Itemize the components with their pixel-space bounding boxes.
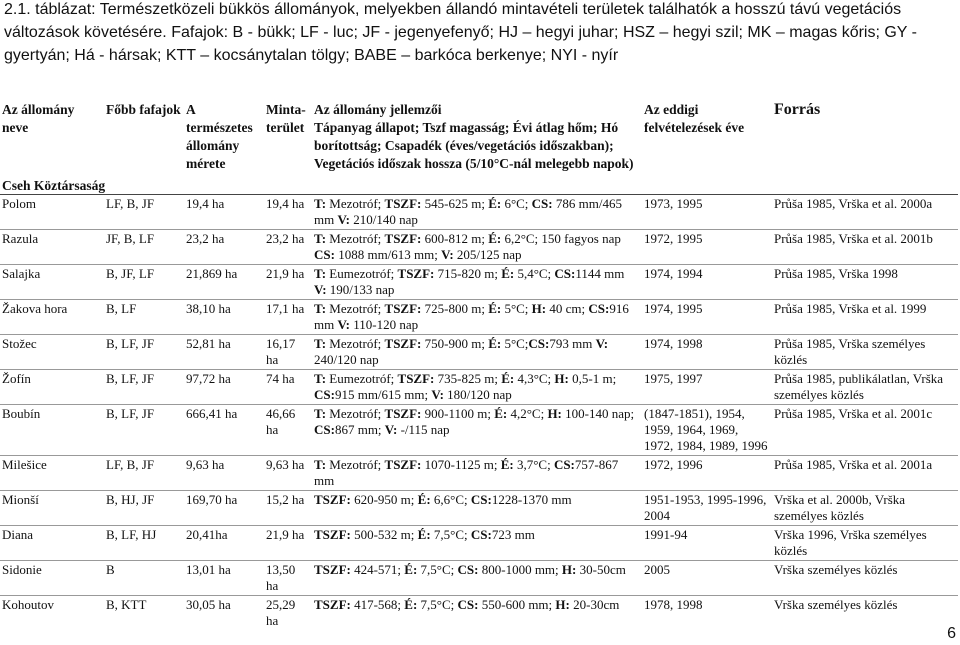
cell-species: B, LF, JF: [104, 335, 184, 370]
cell-plot: 23,2 ha: [264, 230, 312, 265]
cell-name: Stožec: [0, 335, 104, 370]
table-row: [0, 561, 958, 596]
cell-source: Vrška személyes közlés: [772, 596, 958, 631]
table-row: [0, 526, 958, 561]
cell-name: Boubín: [0, 405, 104, 456]
cell-plot: 25,29 ha: [264, 596, 312, 631]
cell-chars: TSZF: 620-950 m; É: 6,6°C; CS:1228-1370 mm: [312, 491, 642, 526]
cell-source: Průša 1985, publikálatlan, Vrška személyes közlés: [772, 370, 958, 405]
header-source: Forrás: [774, 101, 821, 118]
cell-species: B, LF: [104, 300, 184, 335]
cell-size: 30,05 ha: [184, 596, 264, 631]
cell-source: Průša 1985, Vrška et al. 2000a: [772, 195, 958, 230]
cell-size: 13,01 ha: [184, 561, 264, 596]
cell-source: Vrška személyes közlés: [772, 561, 958, 596]
cell-chars: T: Mezotróf; TSZF: 725-800 m; É: 5°C; H: 40 cm; CS:916 mm V: 110-120 nap: [312, 300, 642, 335]
cell-size: 20,41ha: [184, 526, 264, 561]
table-row: [0, 370, 958, 405]
cell-chars: TSZF: 424-571; É: 7,5°C; CS: 800-1000 mm; H: 30-50cm: [312, 561, 642, 596]
cell-plot: 19,4 ha: [264, 195, 312, 230]
table-header-row: [0, 101, 958, 173]
table-row: [0, 596, 958, 631]
cell-size: 21,869 ha: [184, 265, 264, 300]
cell-name: Žakova hora: [0, 300, 104, 335]
cell-years: 1972, 1995: [642, 230, 772, 265]
cell-chars: T: Eumezotróf; TSZF: 735-825 m; É: 4,3°C; H: 0,5-1 m; CS:915 mm/615 mm; V: 180/120 nap: [312, 370, 642, 405]
cell-plot: 17,1 ha: [264, 300, 312, 335]
cell-plot: 46,66 ha: [264, 405, 312, 456]
table-row: [0, 335, 958, 370]
cell-years: 1991-94: [642, 526, 772, 561]
cell-years: 1974, 1998: [642, 335, 772, 370]
cell-years: 1974, 1995: [642, 300, 772, 335]
cell-years: 1972, 1996: [642, 456, 772, 491]
cell-chars: T: Mezotróf; TSZF: 545-625 m; É: 6°C; CS: 786 mm/465 mm V: 210/140 nap: [312, 195, 642, 230]
cell-species: LF, B, JF: [104, 456, 184, 491]
header-stand-size: A természetes állomány mérete: [186, 102, 253, 171]
cell-name: Kohoutov: [0, 596, 104, 631]
header-name: Az állomány neve: [2, 102, 75, 135]
cell-source: Průša 1985, Vrška et al. 1999: [772, 300, 958, 335]
cell-name: Milešice: [0, 456, 104, 491]
cell-years: 1975, 1997: [642, 370, 772, 405]
cell-plot: 74 ha: [264, 370, 312, 405]
cell-size: 52,81 ha: [184, 335, 264, 370]
cell-source: Průša 1985, Vrška et al. 2001c: [772, 405, 958, 456]
header-years: Az eddigi felvételezések éve: [644, 102, 745, 135]
cell-size: 666,41 ha: [184, 405, 264, 456]
table-caption: 2.1. táblázat: Természetközeli bükkös állományok, melyekben állandó mintavételi területek találhatók a hosszú távú vegetációs változások követésére. Fafajok: B - bükk; LF - luc; JF - jegenyefenyő; HJ – hegyi juhar; HSZ – hegyi szil; MK – magas kőris; GY - gyertyán; Há - hársak; KTT – kocsánytalan tölgy; BABE – barkóca berkenye; NYI - nyír: [4, 1, 917, 64]
table-row: [0, 456, 958, 491]
cell-species: B: [104, 561, 184, 596]
table-row: [0, 300, 958, 335]
cell-chars: T: Mezotróf; TSZF: 750-900 m; É: 5°C;CS:793 mm V: 240/120 nap: [312, 335, 642, 370]
header-characteristics-title: Az állomány jellemzői: [314, 102, 442, 117]
cell-size: 38,10 ha: [184, 300, 264, 335]
cell-plot: 21,9 ha: [264, 526, 312, 561]
page-number: 6: [947, 625, 956, 642]
cell-size: 97,72 ha: [184, 370, 264, 405]
cell-source: Průša 1985, Vrška személyes közlés: [772, 335, 958, 370]
cell-chars: T: Eumezotróf; TSZF: 715-820 m; É: 5,4°C; CS:1144 mm V: 190/133 nap: [312, 265, 642, 300]
cell-name: Žofín: [0, 370, 104, 405]
table-row: [0, 405, 958, 456]
cell-source: Průša 1985, Vrška 1998: [772, 265, 958, 300]
cell-species: B, LF, JF: [104, 370, 184, 405]
forest-stands-table: [0, 101, 958, 630]
cell-size: 9,63 ha: [184, 456, 264, 491]
country-label: Cseh Köztársaság: [2, 178, 106, 193]
table-row: [0, 265, 958, 300]
cell-species: B, HJ, JF: [104, 491, 184, 526]
header-characteristics: [312, 101, 642, 173]
cell-plot: 15,2 ha: [264, 491, 312, 526]
country-row: [0, 173, 958, 195]
cell-years: 1978, 1998: [642, 596, 772, 631]
cell-chars: TSZF: 500-532 m; É: 7,5°C; CS:723 mm: [312, 526, 642, 561]
cell-name: Salajka: [0, 265, 104, 300]
cell-name: Polom: [0, 195, 104, 230]
cell-species: B, LF, HJ: [104, 526, 184, 561]
cell-years: 1973, 1995: [642, 195, 772, 230]
header-plot-area: Minta-terület: [266, 102, 306, 135]
cell-chars: TSZF: 417-568; É: 7,5°C; CS: 550-600 mm; H: 20-30cm: [312, 596, 642, 631]
cell-name: Mionší: [0, 491, 104, 526]
cell-chars: T: Mezotróf; TSZF: 600-812 m; É: 6,2°C; 150 fagyos nap CS: 1088 mm/613 mm; V: 205/125 nap: [312, 230, 642, 265]
cell-years: 1974, 1994: [642, 265, 772, 300]
cell-plot: 21,9 ha: [264, 265, 312, 300]
cell-name: Diana: [0, 526, 104, 561]
cell-source: Vrška 1996, Vrška személyes közlés: [772, 526, 958, 561]
header-characteristics-detail: Tápanyag állapot; Tszf magasság; Évi átlag hőm; Hó borítottság; Csapadék (éves/vegetációs időszakban); Vegetációs időszak hossza (5/10°C-nál melegebb napok): [314, 120, 634, 171]
cell-name: Sidonie: [0, 561, 104, 596]
cell-source: Průša 1985, Vrška et al. 2001a: [772, 456, 958, 491]
cell-chars: T: Mezotróf; TSZF: 1070-1125 m; É: 3,7°C; CS:757-867 mm: [312, 456, 642, 491]
cell-size: 169,70 ha: [184, 491, 264, 526]
cell-source: Průša 1985, Vrška et al. 2001b: [772, 230, 958, 265]
cell-species: LF, B, JF: [104, 195, 184, 230]
cell-size: 23,2 ha: [184, 230, 264, 265]
cell-plot: 13,50 ha: [264, 561, 312, 596]
cell-species: B, LF, JF: [104, 405, 184, 456]
cell-source: Vrška et al. 2000b, Vrška személyes közlés: [772, 491, 958, 526]
cell-species: JF, B, LF: [104, 230, 184, 265]
table-row: [0, 491, 958, 526]
cell-years: 1951-1953, 1995-1996, 2004: [642, 491, 772, 526]
table-row: [0, 195, 958, 230]
cell-species: B, KTT: [104, 596, 184, 631]
cell-years: 2005: [642, 561, 772, 596]
cell-plot: 9,63 ha: [264, 456, 312, 491]
header-species: Főbb fafajok: [106, 102, 181, 117]
cell-chars: T: Mezotróf; TSZF: 900-1100 m; É: 4,2°C; H: 100-140 nap; CS:867 mm; V: -/115 nap: [312, 405, 642, 456]
cell-size: 19,4 ha: [184, 195, 264, 230]
table-row: [0, 230, 958, 265]
cell-name: Razula: [0, 230, 104, 265]
cell-species: B, JF, LF: [104, 265, 184, 300]
cell-years: (1847-1851), 1954, 1959, 1964, 1969, 1972, 1984, 1989, 1996: [642, 405, 772, 456]
cell-plot: 16,17 ha: [264, 335, 312, 370]
